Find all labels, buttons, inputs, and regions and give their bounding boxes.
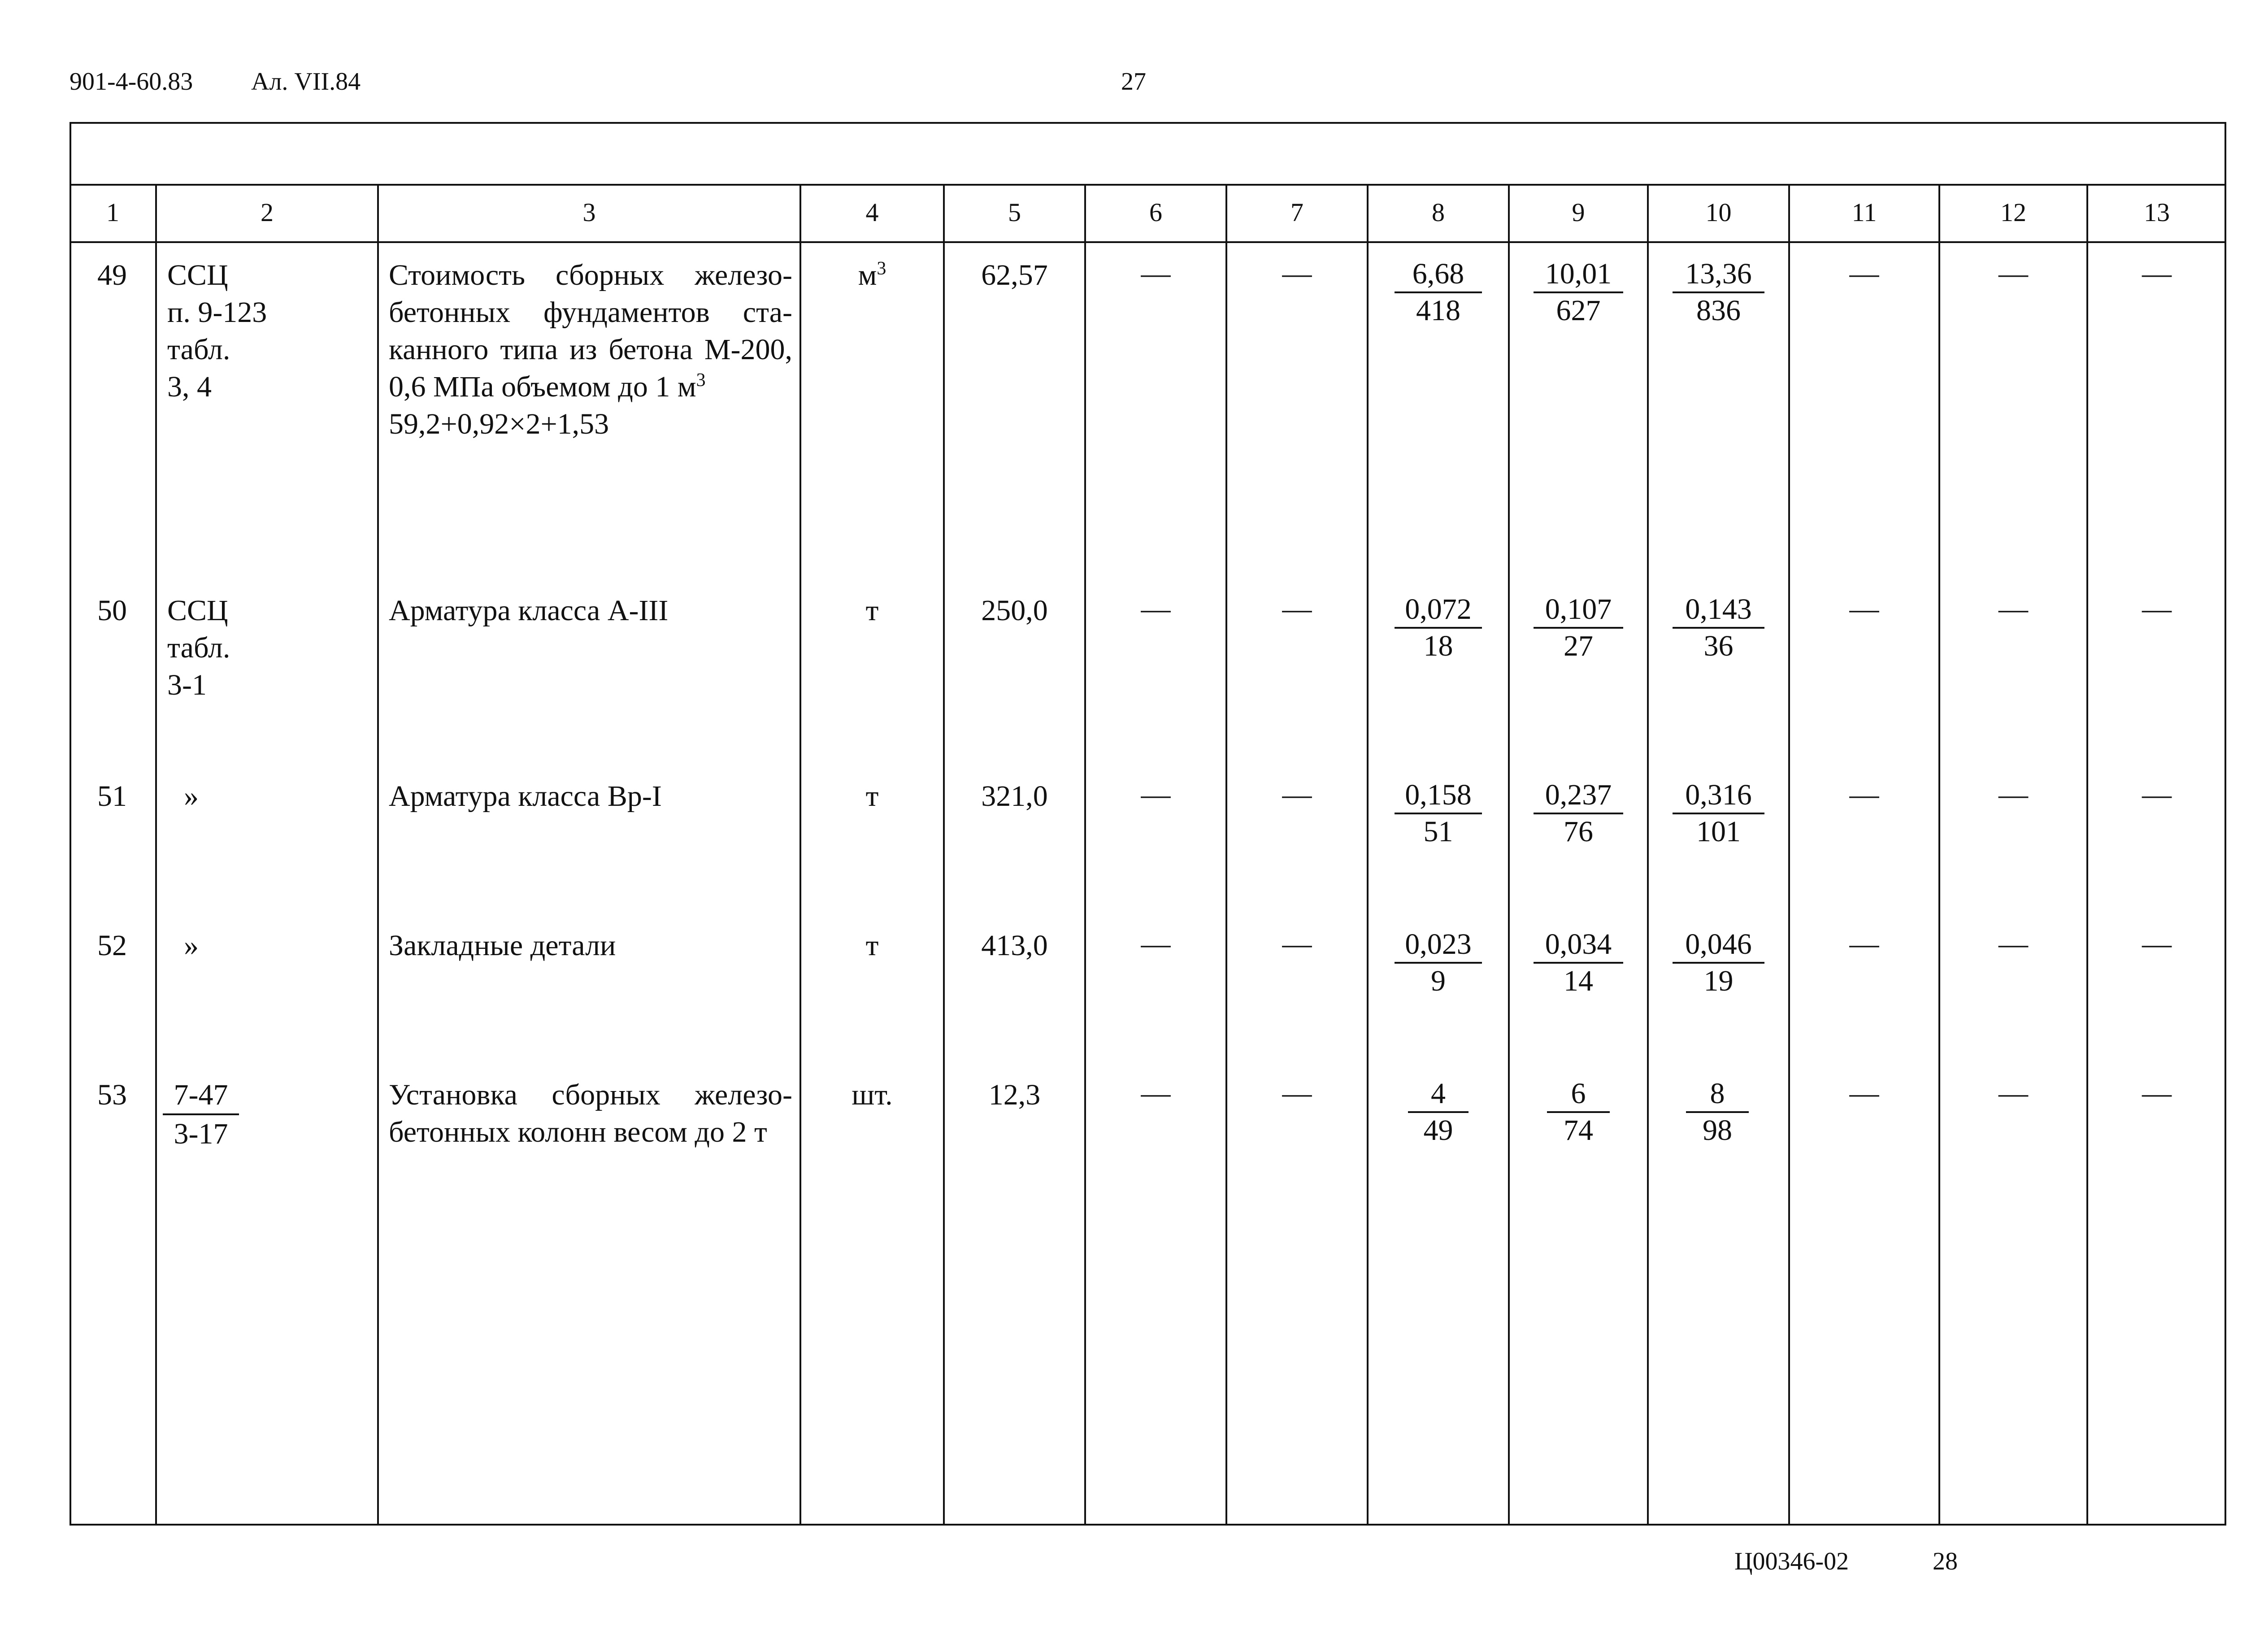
reference [167,592,369,704]
value-col9 [1534,592,1623,664]
price: 250,0 [981,594,1048,627]
value-col11: — [1849,592,1879,625]
estimate-table [70,122,2226,1526]
value-col6: — [1141,257,1171,290]
value-col7: — [1282,1077,1312,1109]
numerator: 13,36 [1673,256,1764,293]
description: Арматура класса Вр-I [389,780,662,813]
price: 321,0 [981,780,1048,813]
numerator: 0,072 [1395,592,1482,629]
unit [800,256,944,294]
value-col6: — [1141,592,1171,625]
reference [167,256,369,405]
column-number-13: 13 [2144,198,2170,227]
price: 62,57 [981,259,1048,291]
row-number: 51 [97,780,127,813]
value-col10 [1673,256,1764,328]
row-number: 53 [97,1078,127,1111]
value-col12: — [1999,778,2028,811]
row-number: 49 [97,259,127,291]
numerator: 0,143 [1673,592,1764,629]
column-number-10: 10 [1705,198,1732,227]
value-col7: — [1282,927,1312,960]
value-col12: — [1999,1077,2028,1109]
reference-line: 3, 4 [167,370,212,403]
denominator: 9 [1431,965,1446,997]
value-col13: — [2142,592,2172,625]
value-col10 [1673,778,1764,849]
value-col6: — [1141,778,1171,811]
column-number-3: 3 [582,198,596,227]
value-col11: — [1849,257,1879,290]
column-number-9: 9 [1572,198,1585,227]
denominator: 51 [1423,815,1453,848]
value-col10 [1673,592,1764,664]
denominator: 19 [1703,965,1734,997]
unit: т [865,594,879,627]
value-col13: — [2142,927,2172,960]
value-col9 [1534,256,1623,328]
denominator: 49 [1423,1114,1453,1147]
denominator: 3-17 [174,1117,228,1150]
unit: т [865,929,879,962]
denominator: 18 [1423,630,1453,662]
unit: т [865,780,879,813]
value-col9 [1547,1076,1610,1148]
description [389,256,792,443]
value-col8 [1395,927,1482,999]
value-col13: — [2142,1077,2172,1109]
numerator: 6,68 [1395,256,1482,293]
column-number-12: 12 [2000,198,2026,227]
value-col6: — [1141,1077,1171,1109]
description-text: Стоимость сборных железо-бетонных фундаментов ста-канного типа из бетона М-200, 0,6 МПа объемом до 1 м [389,259,792,403]
numerator: 8 [1686,1076,1749,1113]
value-col8 [1408,1076,1469,1148]
value-col11: — [1849,778,1879,811]
value-col7: — [1282,257,1312,290]
column-number-7: 7 [1290,198,1303,227]
denominator: 14 [1564,965,1593,997]
column-number-4: 4 [865,198,879,227]
row-number: 50 [97,594,127,627]
column-number-8: 8 [1432,198,1445,227]
value-col7: — [1282,592,1312,625]
value-col13: — [2142,778,2172,811]
value-col7: — [1282,778,1312,811]
denominator: 101 [1696,815,1741,848]
column-number-2: 2 [261,198,274,227]
numerator: 7-47 [163,1076,239,1115]
denominator: 836 [1696,294,1741,327]
numerator: 4 [1408,1076,1469,1113]
description: Арматура класса А-III [389,594,669,627]
numerator: 0,158 [1395,778,1482,814]
value-col8 [1395,592,1482,664]
denominator: 418 [1416,294,1460,327]
reference: » [184,929,199,962]
numerator: 10,01 [1534,256,1623,293]
column-number-11: 11 [1851,198,1877,227]
price: 12,3 [988,1078,1041,1111]
denominator: 74 [1564,1114,1593,1147]
value-col8 [1395,778,1482,849]
page-number: 27 [1121,68,1146,96]
value-col10 [1686,1076,1749,1148]
denominator: 627 [1556,294,1601,327]
reference-line: ССЦ [167,259,228,291]
row-number: 52 [97,929,127,962]
column-number-5: 5 [1008,198,1021,227]
value-col12: — [1999,927,2028,960]
numerator: 6 [1547,1076,1610,1113]
value-col6: — [1141,927,1171,960]
reference-fraction [163,1076,239,1152]
denominator: 36 [1703,630,1734,662]
value-col9 [1534,778,1623,849]
value-col9 [1534,927,1623,999]
sheet-mark: Ал. VII.84 [251,68,361,96]
denominator: 98 [1703,1114,1732,1147]
description: Закладные детали [389,929,616,962]
numerator: 0,034 [1534,927,1623,964]
superscript: 3 [696,370,706,391]
document-code: 901-4-60.83 [70,68,193,96]
denominator: 76 [1564,815,1593,848]
reference-line: ССЦ [167,594,228,627]
denominator: 27 [1564,630,1593,662]
value-col12: — [1999,257,2028,290]
value-col10 [1673,927,1764,999]
unit: шт. [852,1078,893,1111]
value-col11: — [1849,927,1879,960]
reference: » [184,780,199,813]
reference-line: табл. [167,333,230,366]
superscript: 3 [877,258,886,279]
footer-page-number: 28 [1933,1548,1958,1575]
value-col11: — [1849,1077,1879,1109]
unit-text: м [858,259,877,291]
reference-line: табл. [167,631,230,664]
numerator: 0,023 [1395,927,1482,964]
column-number-1: 1 [106,198,119,227]
reference-line: п. 9-123 [167,296,267,329]
value-col8 [1395,256,1482,328]
numerator: 0,107 [1534,592,1623,629]
numerator: 0,237 [1534,778,1623,814]
numerator: 0,046 [1673,927,1764,964]
reference-line: 3-1 [167,669,207,701]
price: 413,0 [981,929,1048,962]
description: Установка сборных железо-бетонных колонн весом до 2 т [389,1078,792,1148]
column-number-6: 6 [1149,198,1162,227]
footer-code: Ц00346-02 [1734,1548,1849,1575]
numerator: 0,316 [1673,778,1764,814]
value-col13: — [2142,257,2172,290]
description-formula: 59,2+0,92×2+1,53 [389,408,609,440]
value-col12: — [1999,592,2028,625]
